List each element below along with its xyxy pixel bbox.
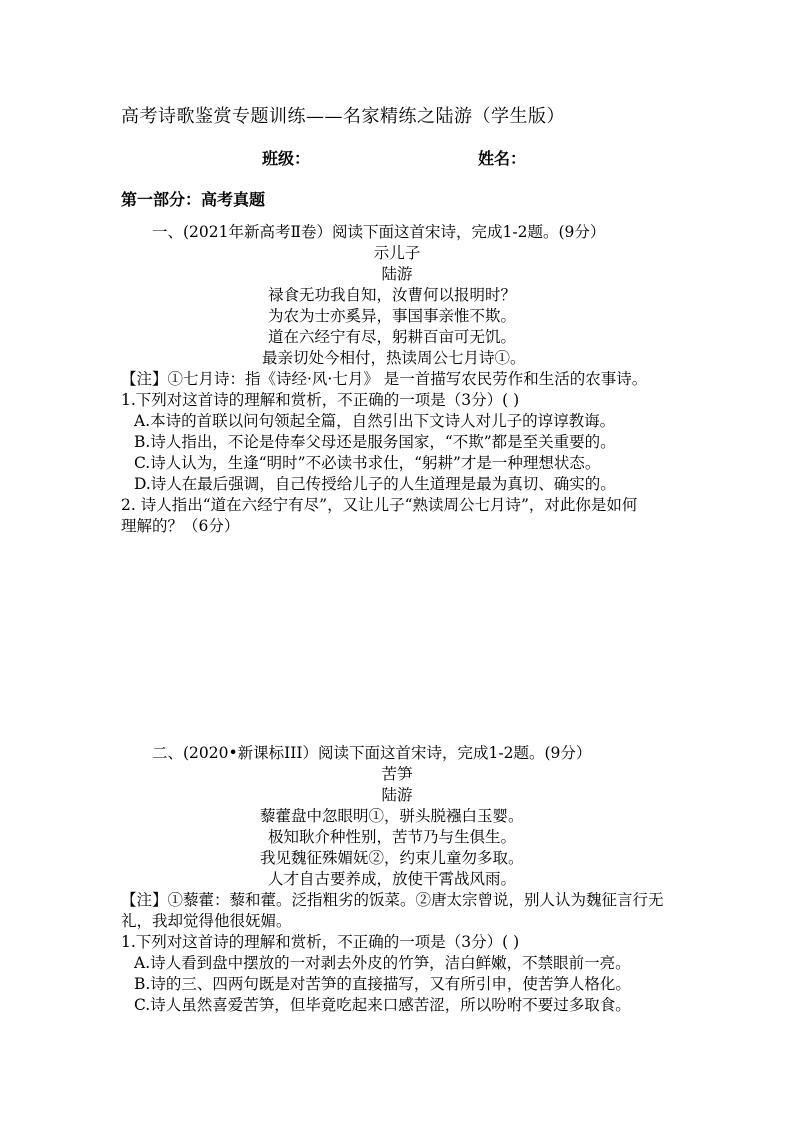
q1-note: 【注】①七月诗：指《诗经·风·七月》 是一首描写农民劳作和生活的农事诗。 [121, 370, 648, 388]
q2-poem-title: 苦笋 [381, 765, 413, 783]
name-label: 姓名： [478, 149, 527, 168]
q2-note-cont: 礼，我却觉得他很妩媚。 [121, 912, 292, 930]
q2-option-b: B.诗的三、四两句既是对苦笋的直接描写，又有所引申，使苦笋人格化。 [134, 975, 631, 993]
q2-poem-line: 藜藿盘中忽眼明①，骈头脱襁白玉婴。 [260, 807, 524, 825]
q1-question-2-cont: 理解的？（6分） [121, 517, 240, 535]
q1-option-d: D.诗人在最后强调，自己传授给儿子的人生道理是最为真切、确实的。 [134, 475, 616, 493]
q1-question-2: 2. 诗人指出“道在六经宁有尽”，又让儿子“熟读周公七月诗”，对此你是如何 [121, 496, 638, 514]
q2-option-a: A.诗人看到盘中摆放的一对剥去外皮的竹笋，洁白鲜嫩，不禁眼前一亮。 [134, 954, 631, 972]
q1-option-a: A.本诗的首联以问句领起全篇，自然引出下文诗人对儿子的谆谆教诲。 [134, 412, 616, 430]
q2-poet: 陆游 [381, 786, 413, 804]
document-title: 高考诗歌鉴赏专题训练——名家精练之陆游（学生版） [121, 106, 565, 127]
q2-poem-line: 极知耿介种性别，苦节乃与生俱生。 [268, 828, 517, 846]
class-label: 班级： [262, 149, 311, 168]
q1-option-c: C.诗人认为，生逢“明时”不必读书求仕，“躬耕”才是一种理想状态。 [134, 454, 601, 472]
q2-option-c: C.诗人虽然喜爱苦笋，但毕竟吃起来口感苦涩，所以吩咐不要过多取食。 [134, 996, 631, 1014]
q1-poem-title: 示儿子 [373, 244, 421, 262]
q1-question-1: 1.下列对这首诗的理解和赏析，不正确的一项是（3分）( ) [121, 391, 520, 409]
answer-space [121, 540, 681, 735]
q1-poem-line: 道在六经宁有尽，躬耕百亩可无饥。 [268, 328, 517, 346]
q2-intro: 二、(2020•新课标III）阅读下面这首宋诗，完成1-2题。(9分） [152, 744, 592, 762]
q2-poem-line: 我见魏征殊媚妩②，约束儿童勿多取。 [260, 849, 524, 867]
q1-intro: 一、(2021年新高考Ⅱ卷）阅读下面这首宋诗，完成1-2题。(9分） [152, 223, 606, 241]
q1-poem-line: 禄食无功我自知，汝曹何以报明时？ [268, 286, 517, 304]
q2-question-1: 1.下列对这首诗的理解和赏析，不正确的一项是（3分）( ) [121, 933, 520, 951]
q2-poem-line: 人才自古要养成，放使干霄战风雨。 [268, 870, 517, 888]
q1-poet: 陆游 [381, 265, 413, 283]
q1-option-b: B.诗人指出，不论是侍奉父母还是服务国家，“不欺”都是至关重要的。 [134, 433, 616, 451]
q1-poem-line: 为农为士亦奚异，事国事亲惟不欺。 [268, 307, 517, 325]
q2-note: 【注】①藜藿：藜和藿。泛指粗劣的饭菜。②唐太宗曾说，别人认为魏征言行无 [121, 891, 664, 909]
q1-poem-line: 最亲切处今相付，热读周公七月诗①。 [262, 349, 526, 367]
part1-heading: 第一部分：高考真题 [121, 190, 266, 209]
